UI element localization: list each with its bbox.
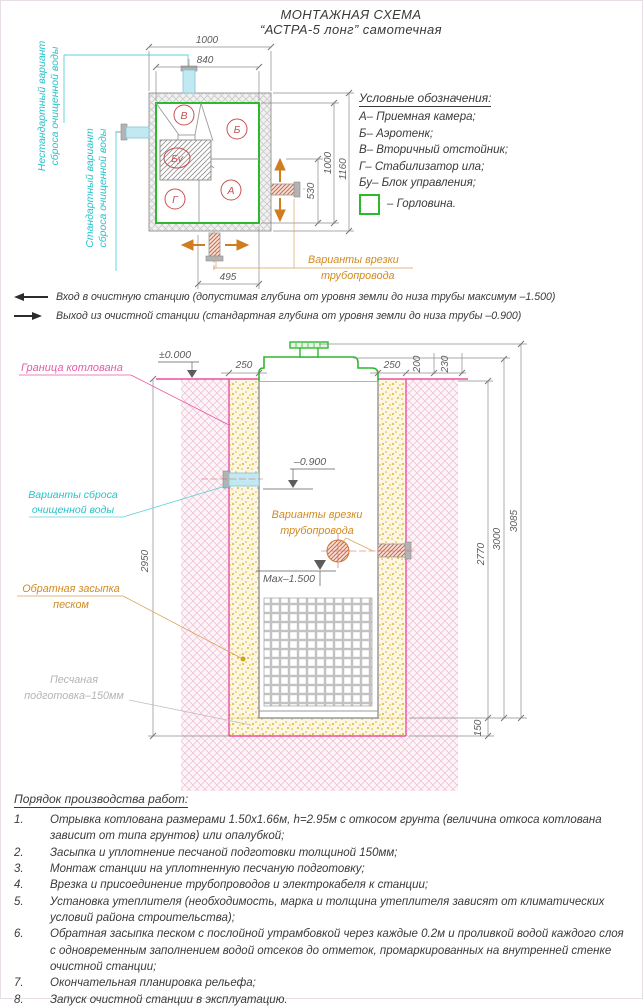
discharge-options-label-line1: Варианты сброса [28, 489, 118, 501]
dim-plan-840: 840 [196, 55, 214, 66]
level-minus-0900: –0.900 [294, 456, 327, 468]
outlet-pipe [229, 473, 259, 486]
title-line1: МОНТАЖНАЯ СХЕМА [280, 7, 422, 22]
chamber-a: А [227, 185, 235, 197]
worklist-item [14, 975, 632, 991]
dim-2950: 2950 [140, 549, 151, 573]
pit-boundary-label: Граница котлована [21, 362, 123, 374]
standard-discharge-label-line1: Стандартный вариант [84, 128, 96, 248]
plan-vrezka-label-line2: трубопровода [321, 270, 395, 282]
item-number: 8. [14, 993, 24, 1006]
legend-item: Бу– Блок управления; [359, 177, 476, 189]
dim-3000: 3000 [492, 527, 503, 551]
control-unit-block [160, 140, 211, 180]
neck-label: – Горловина. [387, 198, 456, 210]
plan-side-labels [36, 41, 109, 248]
item-text: Обратная засыпка песком с послойной утрамбовкой через каждые 0.2м и проливкой водой каждого слоя с одновременным заполнением водой отсеков до отметок, промаркированных на внутренней стенке очистной станции; [50, 928, 624, 973]
dim-plan-1000-right: 1000 [323, 151, 334, 175]
sand-preparation-layer [229, 718, 406, 736]
nonstandard-discharge-label-line2: сброса очищенной воды [49, 46, 61, 166]
dim-2770: 2770 [476, 542, 487, 566]
standard-discharge-label-line2: сброса очищенной воды [97, 128, 109, 248]
dim-plan-1000-top: 1000 [195, 35, 219, 46]
sandprep-label-line1: Песчаная [49, 674, 99, 686]
outlet-note-text: Выход из очистной станции (стандартная глубина от уровня земли до низа трубы –0.900) [56, 310, 522, 322]
worklist-item [14, 992, 632, 1008]
legend-item: Г– Стабилизатор ила; [359, 160, 485, 173]
nonstandard-discharge-label-line1: Нестандартный вариант [36, 40, 48, 172]
sandprep-label-line2: подготовка–150мм [24, 690, 124, 702]
dim-250-left: 250 [235, 360, 253, 371]
right-inlet-pipe [271, 184, 295, 195]
worklist-item [14, 926, 632, 975]
item-text: Врезка и присоединение трубопроводов и электрокабеля к станции; [50, 879, 429, 892]
item-text: Запуск очистной станции в эксплуатацию. [50, 993, 288, 1006]
worklist-item [14, 812, 632, 845]
legend-item: В– Вторичный отстойник; [359, 144, 509, 156]
item-number: 1. [14, 814, 24, 826]
inlet-note [14, 291, 638, 303]
title-line2: “АСТРА-5 лонг” самотечная [260, 22, 442, 37]
work-order-list [14, 792, 632, 1008]
worklist-item [14, 845, 632, 861]
item-text: Установка утеплителя (необходимость, марка и толщина утеплителя зависят от климатических условий района строительства); [50, 895, 605, 924]
item-number: 6. [14, 928, 24, 941]
inlet-pipe [378, 544, 406, 557]
section-vrezka-label-line1: Варианты врезки [271, 509, 363, 521]
item-text: Отрывка котлована размерами 1.50х1.66м, h=2.95м с откосом грунта (величина откоса котлована зависит от типа грунтов) или опалубкой; [50, 814, 602, 843]
plan-tank-body [149, 93, 271, 231]
io-notes [14, 291, 638, 329]
legend-title: Условные обозначения: [359, 91, 492, 105]
item-number: 5. [14, 895, 24, 908]
chamber-g: Г [172, 194, 178, 206]
worklist-item [14, 861, 632, 877]
left-discharge-pipe [126, 127, 149, 138]
item-number: 4. [14, 879, 24, 892]
tank-lid [259, 357, 378, 381]
discharge-options-label-line2: очищенной воды [31, 504, 115, 516]
dim-plan-1160: 1160 [338, 158, 349, 180]
item-text: Монтаж станции на уплотненную песчаную подготовку; [50, 862, 365, 875]
tank-bottom-grid [264, 598, 372, 706]
worklist-title: Порядок производства работ: [14, 792, 189, 806]
neck-symbol [359, 194, 380, 215]
legend-item: Б– Аэротенк; [359, 127, 434, 140]
dim-plan-530: 530 [306, 182, 317, 200]
legend-neck-item [359, 194, 634, 215]
legend-item: А– Приемная камера; [359, 111, 476, 123]
dim-3085: 3085 [509, 509, 520, 533]
item-number: 7. [14, 977, 24, 990]
legend [359, 91, 634, 215]
dim-250-right: 250 [383, 360, 401, 371]
arrow-right-icon [14, 312, 56, 320]
worklist-item [14, 894, 632, 927]
item-text: Засыпка и уплотнение песчаной подготовки толщиной 150мм; [50, 846, 398, 859]
section-vrezka-label-line2: трубопровода [280, 525, 354, 537]
bottom-pipe-cap [206, 256, 223, 261]
dim-200: 200 [412, 355, 423, 373]
bottom-inlet-pipe [209, 233, 220, 257]
chamber-v: В [180, 110, 188, 122]
plan-vrezka-label-line1: Варианты врезки [308, 254, 399, 266]
dim-plan-495: 495 [219, 272, 237, 283]
outlet-note [14, 310, 638, 322]
chamber-b: Б [233, 124, 241, 136]
backfill-label-line1: Обратная засыпка [22, 583, 120, 595]
arrow-left-icon [14, 293, 56, 301]
dim-150: 150 [473, 719, 484, 737]
dim-230: 230 [440, 355, 451, 373]
chamber-bu: Бу [171, 153, 183, 165]
worklist-item [14, 877, 632, 893]
level-max-1500: Max–1.500 [263, 573, 315, 585]
section-view-drawing [1, 334, 644, 796]
backfill-label-line2: песком [53, 599, 89, 611]
level-zero: ±0.000 [159, 349, 192, 361]
item-number: 3. [14, 862, 24, 875]
top-discharge-pipe [183, 70, 195, 93]
inlet-note-text: Вход в очистную станцию (допустимая глубина от уровня земли до низа трубы максимум –1.500) [56, 291, 556, 303]
right-pipe-cap [294, 182, 300, 197]
item-number: 2. [14, 846, 24, 859]
item-text: Окончательная планировка рельефа; [50, 977, 256, 990]
